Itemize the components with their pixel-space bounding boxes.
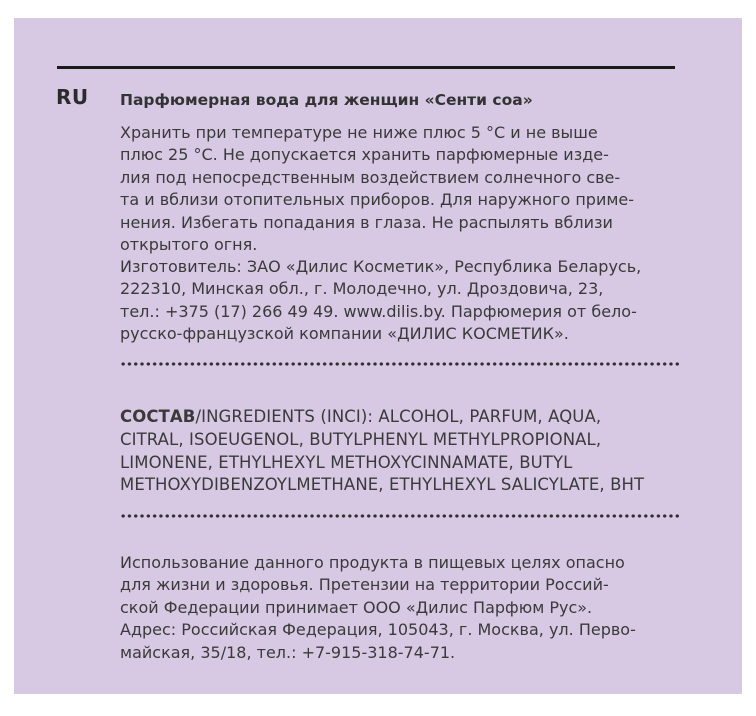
label-panel [14, 18, 742, 694]
dotted-divider-1 [120, 362, 680, 366]
safety-warning: Использование данного продукта в пищевых целях опасно для жизни и здоровья. Претензии на территории Россий- ской Федерации принимает ООО «Дилис Парфюм Рус». Адрес: Российская Федерация, 105043, г. Москва, ул. Перво- майская, 35/18, тел.: +7-915-318-74-71. [120, 553, 636, 662]
language-code: RU [56, 85, 89, 109]
top-divider-line [57, 66, 675, 69]
ingredients-block [120, 406, 690, 497]
ingredients-list: /INGREDIENTS (INCI): ALCOHOL, PARFUM, AQUA, CITRAL, ISOEUGENOL, BUTYLPHENYL METHYLPROPIONAL, LIMONENE, ETHYLHEXYL METHOXYCINNAMATE, BUTYL METHOXYDIBENZOYLMETHANE, ETHYLHEXYL SALICYLATE, BHT [120, 407, 645, 495]
dotted-divider-2 [120, 514, 680, 518]
product-title: Парфюмерная вода для женщин «Сенти соа» [120, 91, 533, 109]
storage-instructions: Хранить при температуре не ниже плюс 5 °С и не выше плюс 25 °С. Не допускается хранить парфюмерные изде- лия под непосредственным воздействием солнечного све- та и вблизи отопительных приборов. Для наружного приме- нения. Избегать попадания в глаза. Не распылять вблизи открытого огня. [120, 123, 635, 255]
ingredients-label: СОСТАВ [120, 407, 196, 426]
manufacturer-info: Изготовитель: ЗАО «Дилис Косметик», Республика Беларусь, 222310, Минская обл., г. Молодечно, ул. Дроздовича, 23, тел.: +375 (17) 266 49 49. www.dilis.by. Парфюмерия от бело- русско-французской компании «ДИЛИС КОСМЕТИК». [120, 257, 642, 344]
